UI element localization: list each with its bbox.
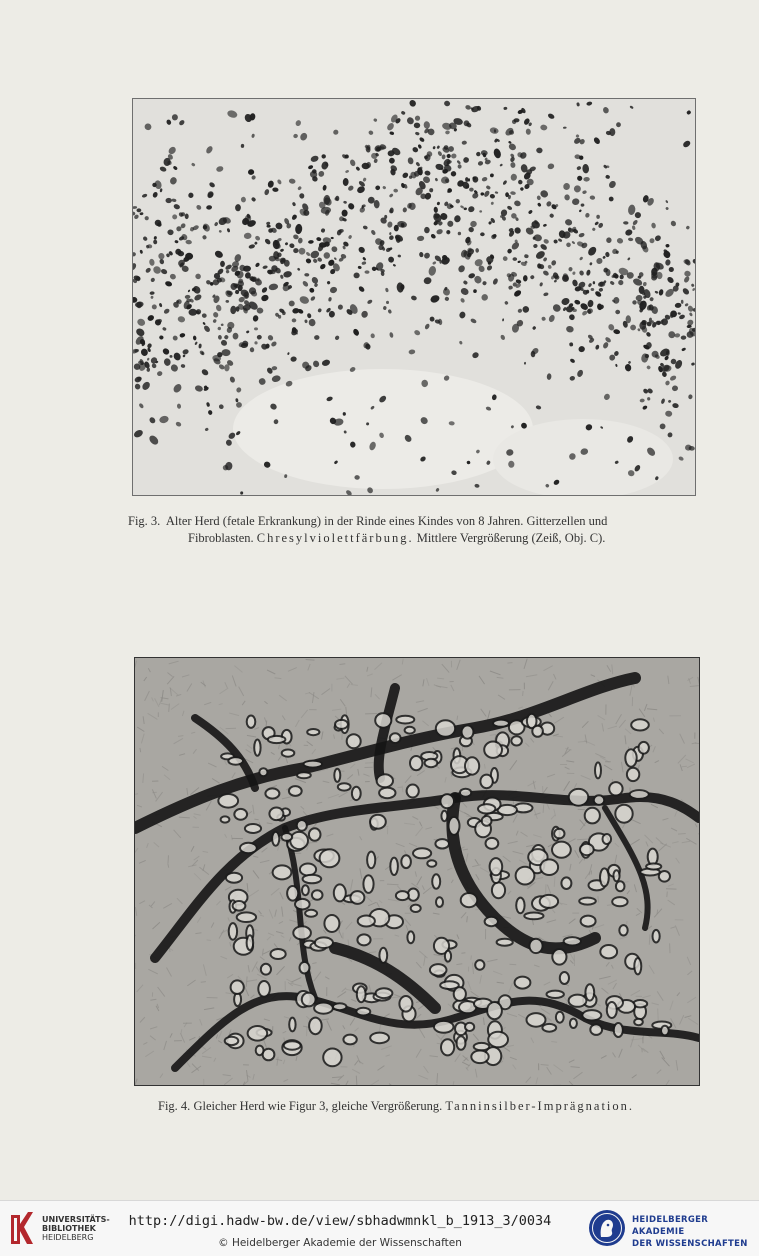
figure-4-image <box>135 658 699 1085</box>
figure-3-magnification: Mittlere Vergrößerung (Zeiß, Obj. C). <box>417 531 606 545</box>
figure-4-micrograph <box>134 657 700 1086</box>
figure-4-caption <box>158 1098 718 1115</box>
academy-seal-icon[interactable] <box>588 1209 626 1247</box>
figure-4-caption-text: Gleicher Herd wie Figur 3, gleiche Vergrößerung. <box>193 1099 442 1113</box>
figure-3-caption-cont: Fibroblasten. <box>188 531 254 545</box>
figure-4-stain: Tanninsilber-Imprägnation. <box>445 1099 634 1113</box>
academy-logo-text[interactable]: HEIDELBERGER AKADEMIE DER WISSENSCHAFTEN <box>632 1214 759 1250</box>
figure-3-stain: Chresylviolettfärbung. <box>257 531 414 545</box>
figure-3-image <box>133 99 695 495</box>
figure-4-label: Fig. 4. <box>158 1099 190 1113</box>
figure-3-caption-text: Alter Herd (fetale Erkrankung) in der Rinde eines Kindes von 8 Jahren. Gitterzellen und <box>166 514 608 528</box>
permalink-url[interactable]: http://digi.hadw-bw.de/view/sbhadwmnkl_b_1913_3/0034 <box>0 1213 680 1229</box>
viewer-footer <box>0 1200 759 1256</box>
copyright-notice: © Heidelberger Akademie der Wissenschaften <box>0 1237 680 1249</box>
figure-3-label: Fig. 3. <box>128 514 160 528</box>
university-library-logo-text[interactable]: UNIVERSITÄTS- BIBLIOTHEK HEIDELBERG <box>42 1215 110 1242</box>
figure-3-micrograph <box>132 98 696 496</box>
figure-3-caption <box>128 513 704 547</box>
